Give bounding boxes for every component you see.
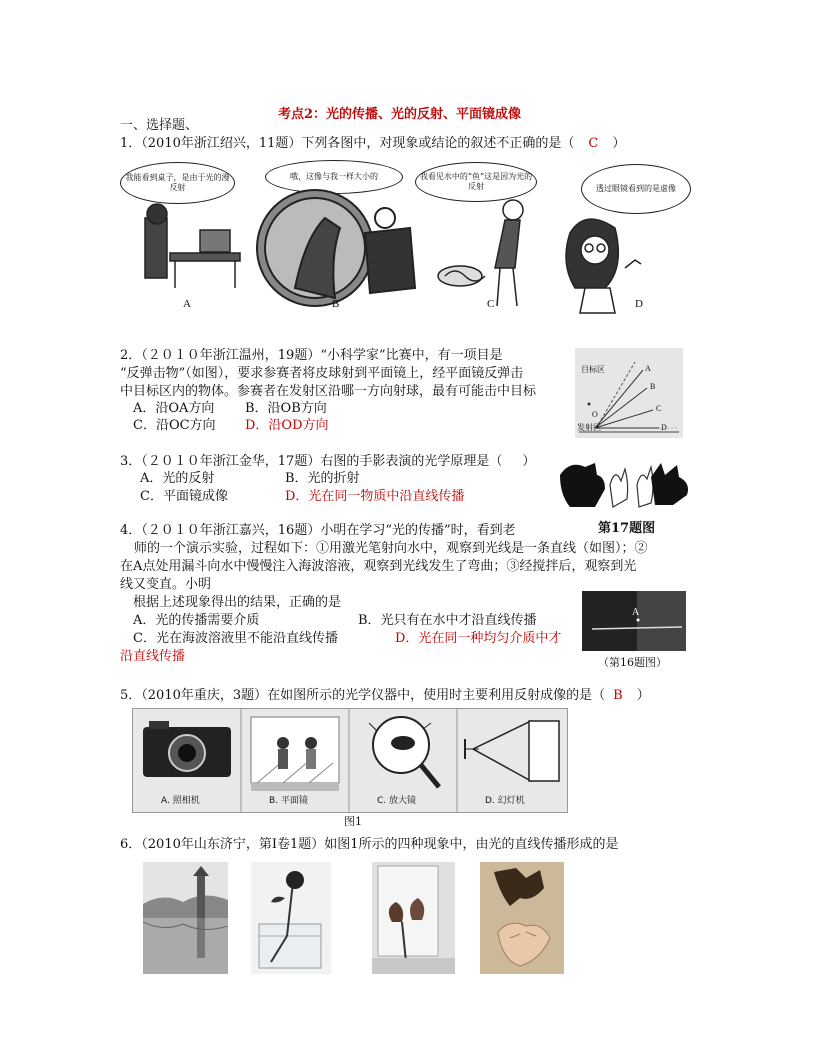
q5-stem — [120, 687, 650, 704]
q4-option-d-cont: 沿直线传播 — [120, 649, 186, 664]
q2-option-a: A．沿OA方向 — [133, 401, 215, 416]
q5-label-c: C. 放大镜 — [377, 796, 417, 806]
q2-point-b: B — [650, 382, 656, 391]
q3-option-d: D．光在同一物质中沿直线传播 — [285, 489, 465, 504]
q4-option-d: D．光在同一种均匀介质中才 — [395, 631, 562, 646]
q1-bubble-b: 哦，这像与我一样大小的 — [265, 160, 403, 194]
q6-photo-a — [143, 862, 228, 974]
q3-option-b: B．光的折射 — [285, 471, 360, 486]
q3-option-a: A．光的反射 — [140, 471, 215, 486]
q1-bubble-d: 透过眼镜看到的是虚像 — [581, 164, 691, 214]
q5-label-d: D. 幻灯机 — [485, 796, 525, 806]
q4-figure — [582, 591, 686, 651]
q5-label-b: B. 平面镜 — [269, 796, 308, 806]
q2-point-o: O — [592, 410, 598, 419]
q4-line1: 4．（２０１０年浙江嘉兴，16题）小明在学习“光的传播”时，看到老 — [120, 523, 516, 538]
q2-launch-zone: 发射区 — [577, 423, 601, 432]
q3-stem — [120, 453, 535, 470]
q2-target-zone: 目标区 — [581, 365, 605, 374]
q4-line4: 线又变直。小明 — [120, 577, 212, 592]
q4-line2: 师的一个演示实验，过程如下：①用激光笔射向水中，观察到光线是一条直线（如图）；② — [134, 541, 648, 556]
q1-answer: C — [588, 136, 599, 151]
q5-figure — [132, 708, 568, 813]
q2-point-a: A — [645, 364, 651, 373]
q3-hand-shadows — [555, 455, 695, 515]
q3-figure — [555, 455, 695, 515]
q1-bubble-c: 我看见水中的“鱼”这是因为光的反射 — [415, 162, 537, 202]
q5-answer: B — [613, 688, 623, 703]
q1-label-c: C — [487, 298, 495, 310]
q6-stem: 6．（2010年山东济宁，第Ⅰ卷1题）如图1所示的四种现象中，由光的直线传播形成的是 — [120, 837, 619, 852]
q1-label-b: B — [332, 298, 340, 310]
q6-mirror-flower — [372, 862, 455, 974]
q4-figure-caption: （第16题图） — [598, 656, 667, 669]
q6-hand-shadow — [480, 862, 564, 974]
q2-figure — [575, 348, 683, 438]
q1-stem-text: 1．（2010年浙江绍兴，11题）下列各图中，对现象或结论的叙述不正确的是（ — [120, 136, 575, 151]
q4-option-c: C．光在海波溶液里不能沿直线传播 — [133, 631, 338, 646]
q2-point-c: C — [656, 404, 662, 413]
q1-label-d: D — [635, 298, 643, 310]
q6-photo-c — [372, 862, 455, 974]
q2-option-b: B．沿OB方向 — [245, 401, 327, 416]
q3-close: ） — [522, 454, 536, 469]
q1-stem — [120, 135, 625, 152]
q1-illustrations — [115, 158, 695, 318]
q5-figure-caption: 图1 — [344, 815, 362, 828]
section-heading: 一、选择题、 — [120, 118, 199, 133]
q2-point-d: D — [661, 423, 667, 432]
q3-figure-caption: 第17题图 — [598, 521, 656, 536]
q6-flower-in-water — [251, 862, 331, 974]
q2-line2: “反弹击物”（如图），要求参赛者将皮球射到平面镜上，经平面镜反弹击 — [120, 366, 524, 381]
q1-figure — [115, 158, 695, 318]
q4-laser-photo — [582, 591, 686, 651]
q5-close: ） — [636, 688, 650, 703]
q5-label-a: A. 照相机 — [161, 796, 200, 806]
q1-label-a: A — [183, 298, 191, 310]
q6-photo-b — [251, 862, 331, 974]
q2-option-c: C．沿OC方向 — [133, 418, 216, 433]
q6-photo-d — [480, 862, 564, 974]
q4-line3: 在A点处用漏斗向水中慢慢注入海波溶液，观察到光线发生了弯曲；③经搅拌后，观察到光 — [120, 559, 637, 574]
q4-option-a: A．光的传播需要介质 — [133, 613, 260, 628]
q4-line5: 根据上述现象得出的结果，正确的是 — [133, 595, 342, 610]
q5-stem-text: 5．（2010年重庆，3题）在如图所示的光学仪器中，使用时主要利用反射成像的是（ — [120, 688, 606, 703]
page-title: 考点2：光的传播、光的反射、平面镜成像 — [278, 107, 522, 122]
q2-line1: 2．（２０１０年浙江温州，19题）“小科学家”比赛中，有一项目是 — [120, 348, 503, 363]
q2-line3: 中目标区内的物体。参赛者在发射区沿哪一方向射球，最有可能击中目标 — [120, 384, 537, 399]
q1-close: ） — [612, 136, 626, 151]
q3-option-c: C．平面镜成像 — [140, 489, 228, 504]
q3-stem-text: 3．（２０１０年浙江金华，17题）右图的手影表演的光学原理是（ — [120, 454, 503, 469]
q4-figure-point: A — [632, 607, 640, 618]
q1-bubble-a: 我能看到桌子，是由于光的漫反射 — [120, 162, 235, 204]
q4-option-b: B．光只有在水中才沿直线传播 — [358, 613, 537, 628]
q2-option-d: D．沿OD方向 — [245, 418, 329, 433]
q6-pagoda-reflection — [143, 862, 228, 974]
